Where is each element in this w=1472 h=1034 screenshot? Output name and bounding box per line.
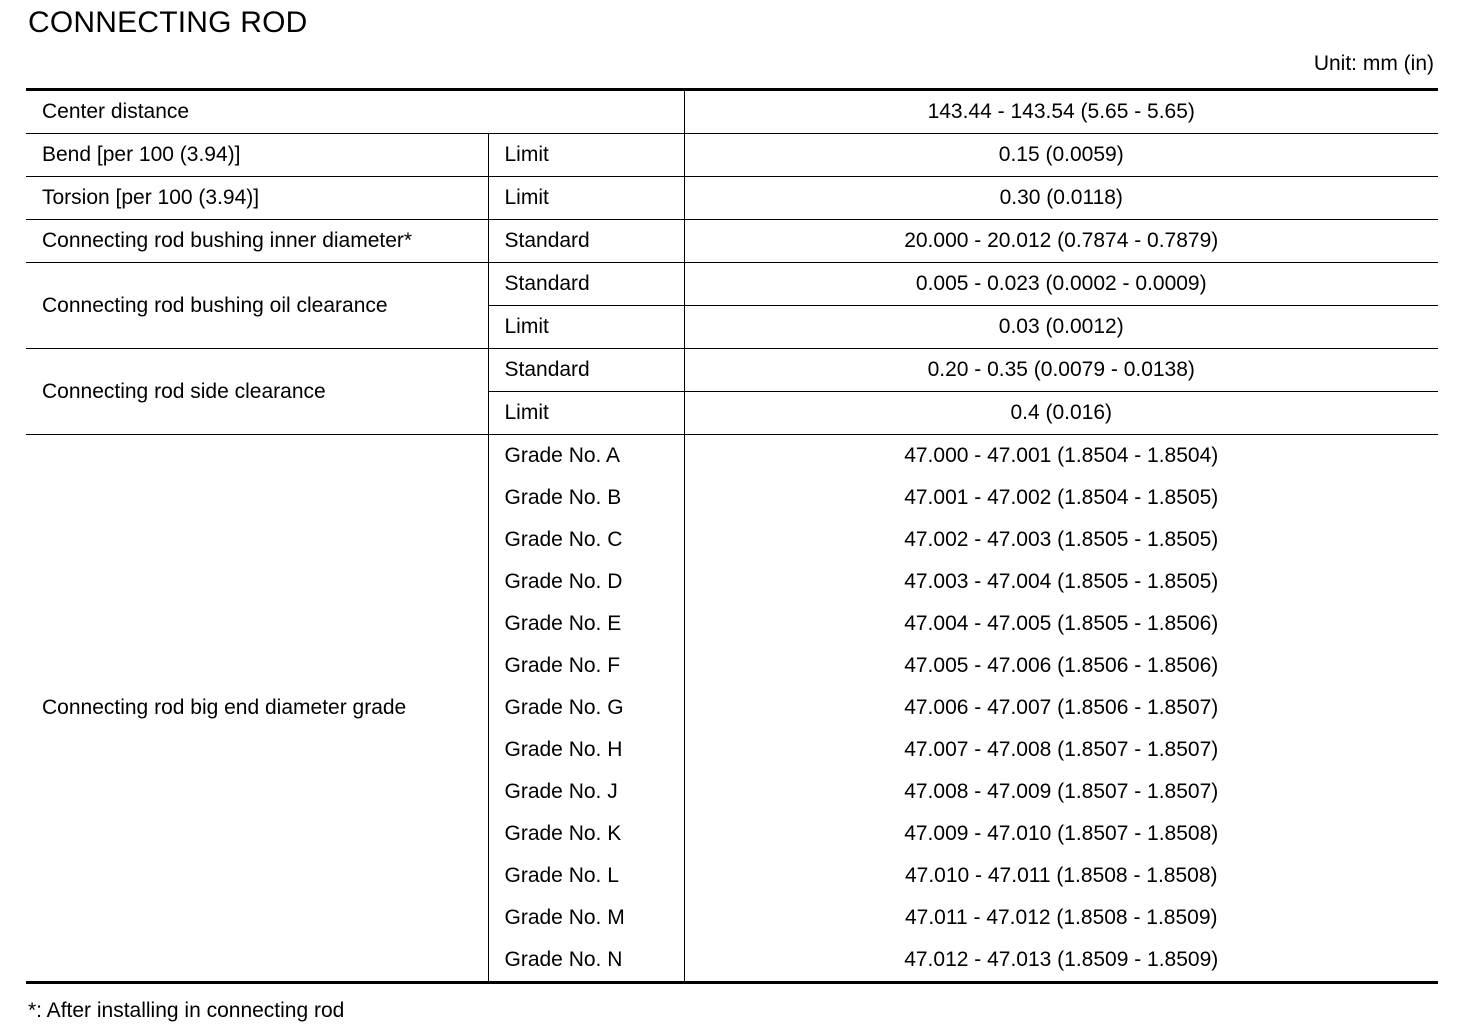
grade-value: 47.000 - 47.001 (1.8504 - 1.8504) xyxy=(904,444,1219,467)
grade-number: Grade No. B xyxy=(488,477,684,519)
grade-value: 47.005 - 47.006 (1.8506 - 1.8506) xyxy=(904,654,1219,677)
grade-number: Grade No. M xyxy=(488,897,684,939)
grade-value: 47.004 - 47.005 (1.8505 - 1.8506) xyxy=(904,612,1219,635)
row-value: 143.44 - 143.54 (5.65 - 5.65) xyxy=(684,90,1438,134)
grade-number: Grade No. D xyxy=(488,561,684,603)
connecting-rod-spec-table xyxy=(26,88,1438,984)
grade-value: 47.012 - 47.013 (1.8509 - 1.8509) xyxy=(684,939,1438,983)
row-sublabel: Limit xyxy=(488,134,684,177)
table-row-bushing-oil-clearance-standard xyxy=(26,263,1438,306)
row-label: Center distance xyxy=(26,90,684,134)
row-value: 0.03 (0.0012) xyxy=(684,306,1438,349)
table-row-torsion xyxy=(26,177,1438,220)
grade-number: Grade No. G xyxy=(488,687,684,729)
grade-value: 47.009 - 47.010 (1.8507 - 1.8508) xyxy=(904,822,1219,845)
row-value: 20.000 - 20.012 (0.7874 - 0.7879) xyxy=(684,220,1438,263)
grade-number: Grade No. A xyxy=(488,435,684,478)
grade-value: 47.006 - 47.007 (1.8506 - 1.8507) xyxy=(904,696,1219,719)
table-row-center-distance xyxy=(26,90,1438,134)
footnote: *: After installing in connecting rod xyxy=(28,999,345,1022)
grade-value: 47.007 - 47.008 (1.8507 - 1.8507) xyxy=(904,738,1219,761)
grade-number: Grade No. N xyxy=(488,939,684,983)
grade-number: Grade No. F xyxy=(488,645,684,687)
row-sublabel: Standard xyxy=(488,349,684,392)
table-row-bushing-inner-diameter xyxy=(26,220,1438,263)
row-label: Connecting rod side clearance xyxy=(26,349,488,435)
row-value: 0.15 (0.0059) xyxy=(684,134,1438,177)
row-label: Connecting rod bushing inner diameter* xyxy=(26,220,488,263)
row-sublabel: Standard xyxy=(488,220,684,263)
grade-value: 47.011 - 47.012 (1.8508 - 1.8509) xyxy=(904,906,1218,929)
grade-value: 47.002 - 47.003 (1.8505 - 1.8505) xyxy=(904,528,1219,551)
grade-value: 47.008 - 47.009 (1.8507 - 1.8507) xyxy=(904,780,1219,803)
row-value: 0.4 (0.016) xyxy=(684,392,1438,435)
table-row-bend xyxy=(26,134,1438,177)
row-value: 0.005 - 0.023 (0.0002 - 0.0009) xyxy=(684,263,1438,306)
row-label: Connecting rod bushing oil clearance xyxy=(26,263,488,349)
page-title: CONNECTING ROD xyxy=(28,6,308,39)
row-sublabel: Limit xyxy=(488,306,684,349)
grade-number: Grade No. K xyxy=(488,813,684,855)
row-value: 0.20 - 0.35 (0.0079 - 0.0138) xyxy=(684,349,1438,392)
grade-number: Grade No. L xyxy=(488,855,684,897)
row-label: Connecting rod big end diameter grade xyxy=(26,435,488,983)
grade-value: 47.001 - 47.002 (1.8504 - 1.8505) xyxy=(904,486,1219,509)
row-value: 0.30 (0.0118) xyxy=(684,177,1438,220)
row-sublabel: Limit xyxy=(488,177,684,220)
row-sublabel: Limit xyxy=(488,392,684,435)
grade-value: 47.003 - 47.004 (1.8505 - 1.8505) xyxy=(904,570,1219,593)
table-row-grade xyxy=(26,435,1438,478)
row-sublabel: Standard xyxy=(488,263,684,306)
row-label: Torsion [per 100 (3.94)] xyxy=(26,177,488,220)
grade-number: Grade No. C xyxy=(488,519,684,561)
grade-number: Grade No. J xyxy=(488,771,684,813)
table-row-side-clearance-standard xyxy=(26,349,1438,392)
unit-label: Unit: mm (in) xyxy=(1313,52,1434,75)
grade-number: Grade No. H xyxy=(488,729,684,771)
row-label: Bend [per 100 (3.94)] xyxy=(26,134,488,177)
grade-number: Grade No. E xyxy=(488,603,684,645)
grade-value: 47.010 - 47.011 (1.8508 - 1.8508) xyxy=(904,864,1218,887)
